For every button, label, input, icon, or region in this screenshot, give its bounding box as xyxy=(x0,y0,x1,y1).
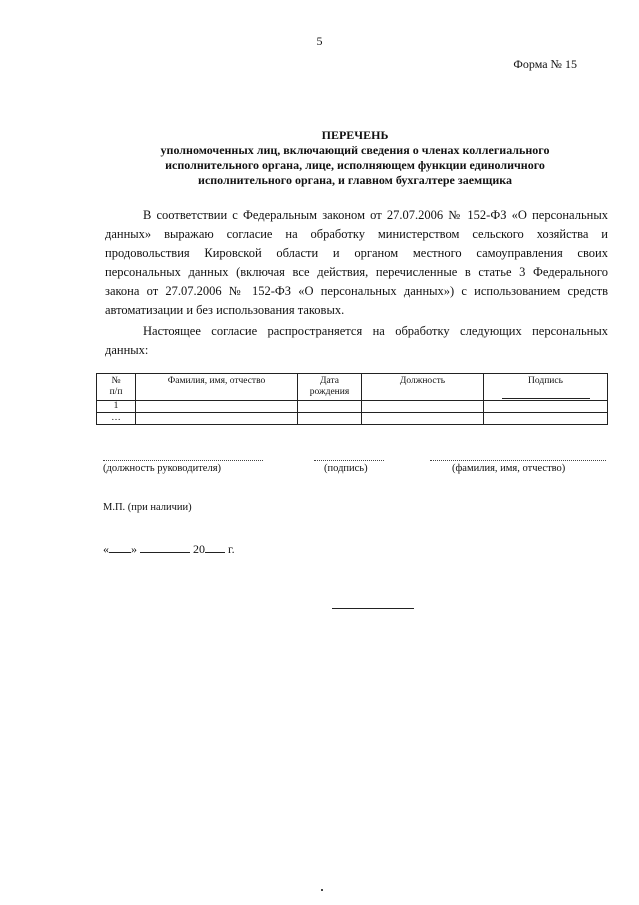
header-number-line-1: № xyxy=(111,376,121,386)
cell-position xyxy=(362,413,484,425)
form-number-label: Форма № 15 xyxy=(513,57,577,71)
header-full-name: Фамилия, имя, отчество xyxy=(136,374,298,401)
date-field xyxy=(103,541,235,557)
cell-signature xyxy=(484,413,608,425)
paragraph-line: продовольствия Кировской области и органом местного самоуправления своих xyxy=(105,246,608,260)
page-number: 5 xyxy=(316,34,323,48)
paragraph-line: данных» выражаю согласие на обработку министерством сельского хозяйства и xyxy=(105,227,608,241)
cell-full-name xyxy=(136,401,298,413)
header-signature xyxy=(484,374,608,401)
table-header-row xyxy=(97,374,608,401)
document-title xyxy=(120,128,590,188)
cell-signature xyxy=(484,401,608,413)
position-caption: (должность руководителя) xyxy=(103,463,222,474)
position-signature-line xyxy=(103,460,263,461)
paragraph-line: Настоящее согласие распространяется на обработку следующих персональных xyxy=(143,324,608,338)
cell-number: 1 xyxy=(97,401,136,413)
personal-data-table xyxy=(96,373,608,425)
paragraph-line: В соответствии с Федеральным законом от 27.07.2006 № 152-ФЗ «О персональных xyxy=(143,208,608,222)
signature-underline xyxy=(502,398,590,399)
year-blank xyxy=(205,541,225,553)
scope-paragraph xyxy=(105,322,608,360)
stamp-label: М.П. (при наличии) xyxy=(103,502,192,513)
paragraph-line: персональных данных (включая все действия, перечисленные в статье 3 Федерального xyxy=(105,265,608,279)
header-position: Должность xyxy=(362,374,484,401)
signature-line xyxy=(314,460,384,461)
paragraph-line: автоматизации и без использования таковых. xyxy=(105,303,345,317)
cell-full-name xyxy=(136,413,298,425)
header-signature-label: Подпись xyxy=(528,376,563,386)
header-birth-date-line-2: рождения xyxy=(309,387,350,397)
title-heading: ПЕРЕЧЕНЬ xyxy=(321,128,389,142)
paragraph-line: закона от 27.07.2006 № 152-ФЗ «О персональных данных») с использованием средств xyxy=(105,284,608,298)
closing-rule xyxy=(332,608,414,609)
consent-paragraph xyxy=(105,206,608,320)
table-row xyxy=(97,401,608,413)
cell-birth-date xyxy=(298,401,362,413)
header-number xyxy=(97,374,136,401)
title-line-3: исполнительного органа, и главном бухгалтере заемщика xyxy=(198,173,512,187)
full-name-caption: (фамилия, имя, отчество) xyxy=(452,463,566,474)
day-blank xyxy=(109,541,131,553)
table-row xyxy=(97,413,608,425)
header-number-line-2: п/п xyxy=(109,387,123,397)
cell-birth-date xyxy=(298,413,362,425)
paragraph-line: данных: xyxy=(105,343,149,357)
title-line-1: уполномоченных лиц, включающий сведения о членах коллегиального xyxy=(160,143,550,157)
date-open-quote: « xyxy=(103,542,109,556)
year-suffix: г. xyxy=(228,542,235,556)
title-line-2: исполнительного органа, лице, исполняющем функции единоличного xyxy=(165,158,545,172)
header-birth-date xyxy=(298,374,362,401)
date-close-quote: » xyxy=(131,542,137,556)
signature-caption: (подпись) xyxy=(324,463,368,474)
cell-position xyxy=(362,401,484,413)
scan-speck xyxy=(321,889,323,891)
cell-number: … xyxy=(97,413,136,425)
header-birth-date-line-1: Дата xyxy=(320,376,339,386)
full-name-signature-line xyxy=(430,460,606,461)
month-blank xyxy=(140,541,190,553)
year-prefix: 20 xyxy=(193,542,205,556)
